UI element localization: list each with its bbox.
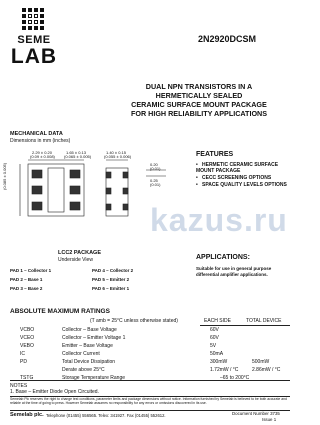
- dim-label-left-2: (0.085 ± 0.005): [2, 162, 7, 190]
- dim-label-4: 0.20: [150, 162, 158, 167]
- col-each-side: EACH SIDE: [204, 318, 231, 324]
- dim-label-2: 1.65 ± 0.13: [66, 150, 86, 155]
- dim-label-4b: (0.01): [150, 166, 161, 171]
- ratings-condition: (T amb = 25°C unless otherwise stated): [90, 318, 178, 324]
- rating-each-side: 60V: [210, 327, 219, 333]
- package-label: LCC2 PACKAGE: [58, 250, 101, 256]
- rating-symbol: VEBO: [20, 343, 34, 349]
- feature-item-1: • HERMETIC CERAMIC SURFACE MOUNT PACKAGE: [196, 162, 279, 174]
- rating-description: Collector – Emitter Voltage 1: [62, 335, 126, 341]
- rating-each-side: 1.72mW / °C: [210, 367, 239, 373]
- pad-list: [10, 268, 160, 294]
- rating-symbol: IC: [20, 351, 25, 357]
- features-list: [196, 162, 296, 189]
- rating-symbol: PD: [20, 359, 27, 365]
- dim-label-3: 1.40 ± 0.15: [106, 150, 126, 155]
- disclaimer: Semelab Plc reserves the right to change test conditions, parameter limits and package dimensions without notice. Information furnished by Semelab is believed to be both accurate and reliable at the time of going to press. However Semelab assumes no responsibility for any errors or omissions discovered in its use.: [10, 397, 287, 406]
- rating-description: Emitter – Base Voltage: [62, 343, 113, 349]
- rating-symbol: VCBO: [20, 327, 35, 333]
- semelab-logo: [10, 8, 58, 68]
- page-title: [104, 82, 294, 118]
- rating-description: Collector Current: [62, 351, 100, 357]
- table-row: [20, 374, 290, 383]
- rating-each-side: 5V: [210, 343, 217, 349]
- part-number: 2N2920DCSM: [198, 34, 257, 44]
- applications-text: Suitable for use in general purpose differential amplifier applications.: [196, 266, 272, 277]
- rating-total: 2.86mW / °C: [252, 367, 281, 373]
- rating-description: Total Device Dissipation: [62, 359, 116, 365]
- applications-heading: APPLICATIONS:: [196, 254, 250, 261]
- title-line-1: DUAL NPN TRANSISTORS IN A: [145, 82, 253, 91]
- rating-each-side: –65 to 200°C: [220, 375, 250, 381]
- logo-text-seme: SEME: [17, 34, 51, 46]
- footer-contact: Telephone (01455) 556565. Telex: 341927. Fax (01455) 552612.: [46, 413, 166, 418]
- rating-description: Derate above 25°C: [62, 367, 105, 373]
- rating-total: 500mW: [252, 359, 270, 365]
- dim-label-3b: (0.055 ± 0.006): [104, 154, 132, 159]
- features-heading: FEATURES: [196, 151, 234, 158]
- title-line-3: CERAMIC SURFACE MOUNT PACKAGE: [131, 100, 267, 109]
- ratings-table: [0, 326, 300, 392]
- rating-symbol: VCEO: [20, 335, 35, 341]
- rating-description: Storage Temperature Range: [62, 375, 126, 381]
- col-total-device: TOTAL DEVICE: [246, 318, 282, 324]
- rating-each-side: 300mW: [210, 359, 228, 365]
- pad-6: PAD 6 – Emitter 1: [92, 286, 130, 291]
- pad-4: PAD 4 – Collector 2: [92, 268, 134, 273]
- logo-grid-icon: [22, 8, 46, 32]
- title-line-4: FOR HIGH RELIABILITY APPLICATIONS: [130, 109, 268, 118]
- notes-heading: NOTES: [10, 383, 28, 389]
- dim-label-left: [0, 166, 1, 186]
- title-line-2: HERMETICALLY SEALED: [155, 91, 243, 100]
- footer-doc-number: Document Number 3735: [232, 411, 280, 416]
- dim-label-5: 0.25: [150, 178, 158, 183]
- dim-label-1b: (0.09 ± 0.008): [30, 154, 55, 159]
- package-view: Underside View: [58, 257, 93, 263]
- pad-3: PAD 3 – Base 2: [10, 286, 43, 291]
- feature-item-2: • CECC SCREENING OPTIONS: [196, 175, 272, 181]
- pad-5: PAD 5 – Emitter 2: [92, 277, 130, 282]
- pad-2: PAD 2 – Base 1: [10, 277, 43, 282]
- mechanical-heading: MECHANICAL DATA: [10, 131, 63, 137]
- watermark: kazus.ru: [150, 202, 288, 238]
- ratings-heading: ABSOLUTE MAXIMUM RATINGS: [10, 308, 110, 315]
- rating-symbol: TSTG: [20, 375, 34, 381]
- rating-each-side: 50mA: [210, 351, 224, 357]
- rating-each-side: 60V: [210, 335, 219, 341]
- dim-label-1: 2.29 ± 0.20: [32, 150, 52, 155]
- feature-item-3: • SPACE QUALITY LEVELS OPTIONS: [196, 182, 287, 188]
- logo-text-lab: LAB: [10, 45, 58, 68]
- rating-description: Collector – Base Voltage: [62, 327, 117, 333]
- mechanical-subheading: Dimensions in mm (inches): [10, 138, 71, 144]
- footer-issue: Issue 1: [262, 417, 277, 422]
- dim-label-5b: (0.01): [150, 182, 161, 187]
- divider: [10, 380, 290, 381]
- footer-company: Semelab plc.: [10, 412, 44, 418]
- pad-1: PAD 1 – Collector 1: [10, 268, 52, 273]
- dim-label-2b: (0.065 ± 0.005): [64, 154, 92, 159]
- note-1: 1. Base – Emitter Diode Open Circuited.: [10, 389, 99, 395]
